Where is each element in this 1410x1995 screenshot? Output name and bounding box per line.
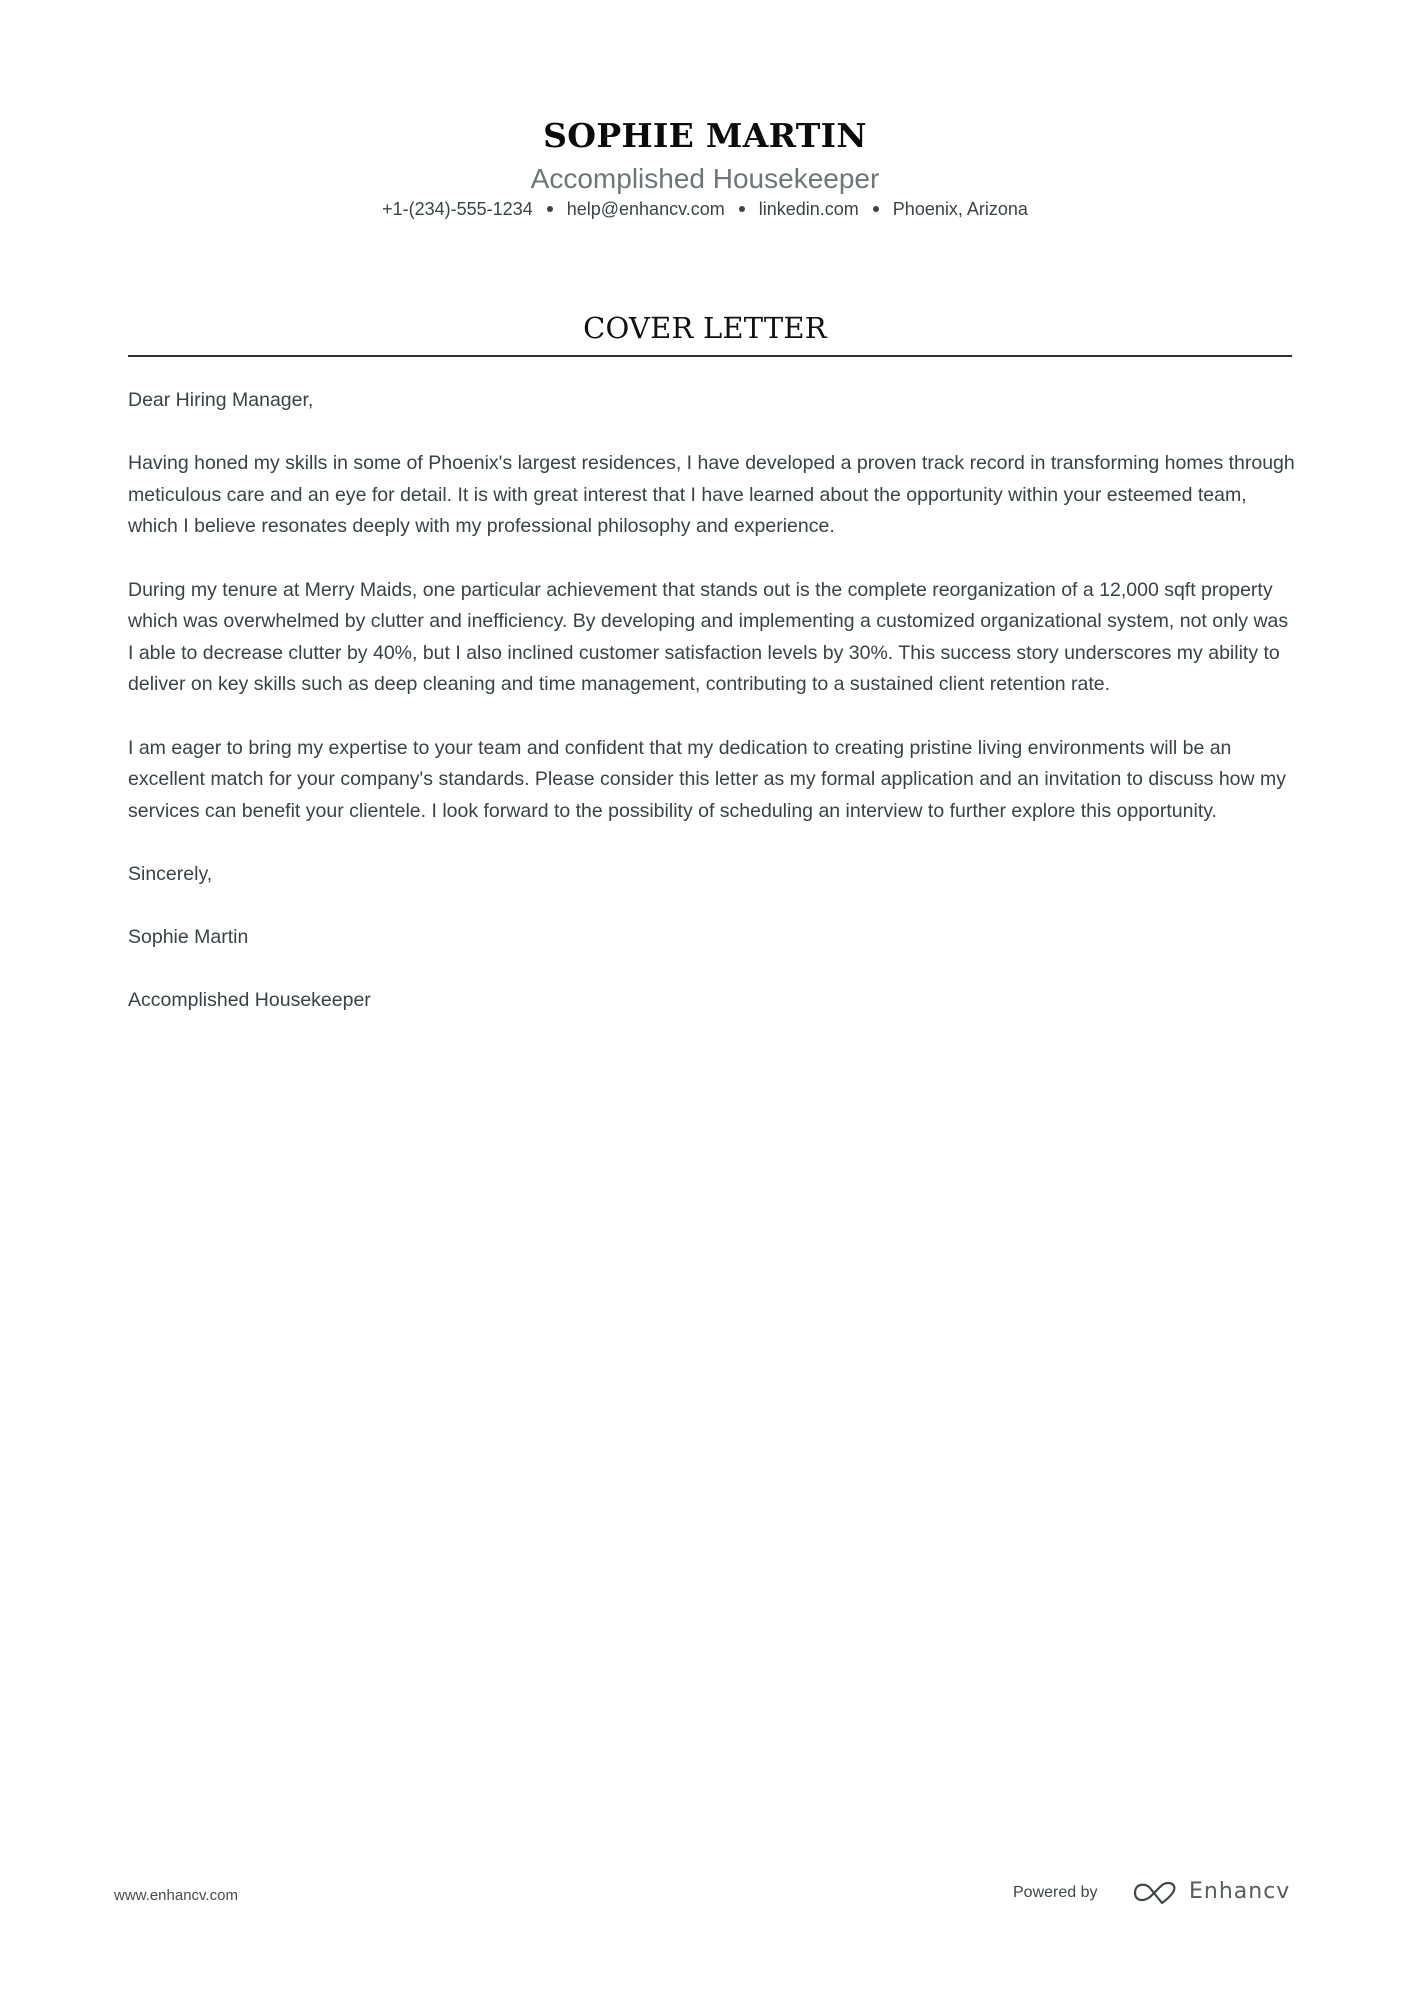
location: Phoenix, Arizona — [892, 199, 1028, 219]
bullet-separator — [873, 206, 879, 212]
section-title: COVER LETTER — [583, 311, 827, 345]
powered-by-label: Powered by — [1013, 1884, 1098, 1901]
enhancv-logo-icon[interactable] — [1132, 1880, 1180, 1906]
candidate-name: SOPHIE MARTIN — [543, 116, 867, 155]
paragraph-1: Having honed my skills in some of Phoenix's largest residences, I have developed a proven track record in transforming homes through meticulous care and an eye for detail. It is with great interest that I have learned about the opportunity within your esteemed team, which I believe resonates deeply with my professional philosophy and experience. — [128, 452, 1295, 538]
closing: Sincerely, — [128, 862, 213, 885]
bullet-separator — [739, 206, 745, 212]
candidate-title: Accomplished Housekeeper — [530, 163, 880, 194]
email-link[interactable]: help@enhancv.com — [566, 199, 725, 219]
linkedin-link[interactable]: linkedin.com — [758, 199, 859, 219]
footer-website-link[interactable]: www.enhancv.com — [114, 1887, 238, 1904]
enhancv-brand-name[interactable]: Enhancv — [1189, 1879, 1291, 1904]
paragraph-2: During my tenure at Merry Maids, one particular achievement that stands out is the complete reorganization of a 12,000 sqft property which was overwhelmed by clutter and inefficiency. By developing and implementing a customized organizational system, not only was I able to decrease clutter by 40%, but I also inclined customer satisfaction levels by 30%. This success story underscores my ability to deliver on key skills such as deep cleaning and time management, contributing to a sustained client retention rate. — [128, 578, 1289, 696]
contact-info — [0, 198, 1410, 220]
salutation: Dear Hiring Manager, — [128, 389, 314, 411]
bullet-separator — [547, 206, 553, 212]
signature-name: Sophie Martin — [128, 926, 249, 949]
section-divider — [128, 355, 1292, 357]
phone-number: +1-(234)-555-1234 — [382, 199, 533, 219]
letter-body — [128, 385, 1296, 1048]
signature-title: Accomplished Housekeeper — [128, 989, 371, 1012]
paragraph-3: I am eager to bring my expertise to your team and confident that my dedication to creating pristine living environments will be an excellent match for your company's standards. Please consider this letter as my formal application and an invitation to discuss how my services can benefit your clientele. I look forward to the possibility of scheduling an interview to further explore this opportunity. — [128, 736, 1287, 822]
